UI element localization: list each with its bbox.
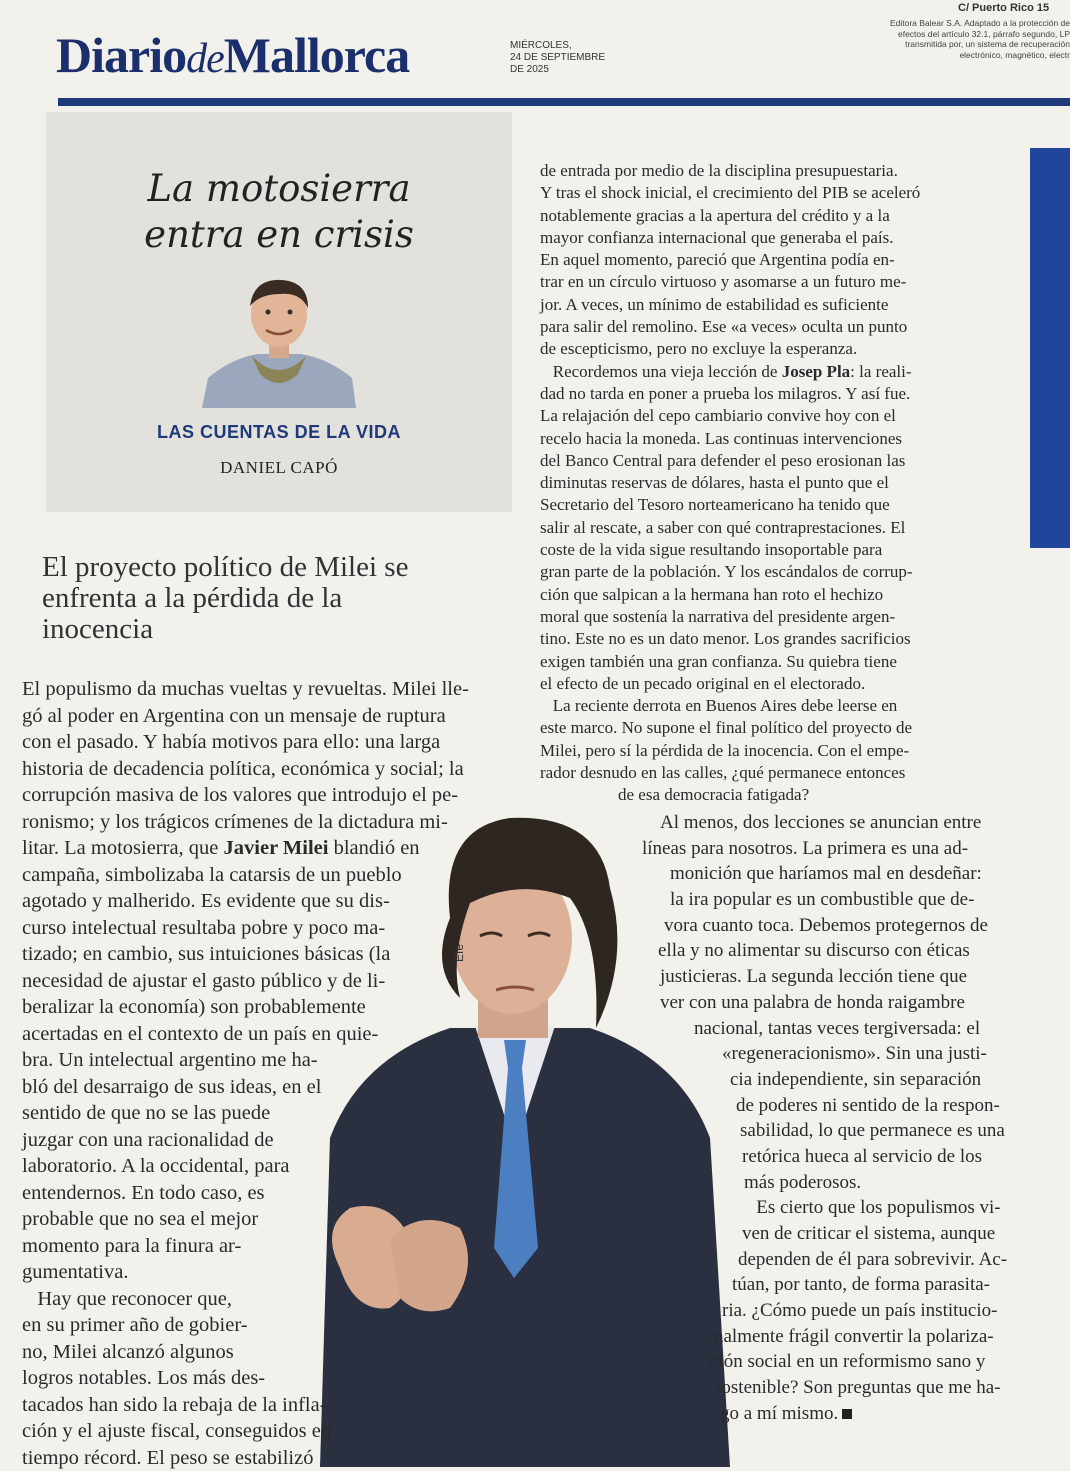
- body-line: gran parte de la población. Y los escándalos de corrup-: [540, 561, 1040, 583]
- end-mark-icon: [842, 1409, 852, 1419]
- body-line: Hay que reconocer que,: [22, 1286, 514, 1313]
- body-line: ción que salpican a la hermana han roto el hechizo: [540, 584, 1040, 606]
- body-line: moral que sostenía la narrativa del presidente argen-: [540, 606, 1040, 628]
- body-line: logros notables. Los más des-: [22, 1365, 514, 1392]
- body-line: monición que haríamos mal en desdeñar:: [642, 861, 1062, 887]
- body-line: este marco. No supone el final político del proyecto de: [540, 717, 1040, 739]
- body-line: La reciente derrota en Buenos Aires debe leerse en: [540, 695, 1040, 717]
- body-line: de poderes ni sentido de la respon-: [642, 1093, 1062, 1119]
- issue-date: MIÉRCOLES, 24 DE SEPTIEMBRE DE 2025: [510, 40, 605, 76]
- subtitle-line: El proyecto político de Milei se: [42, 552, 502, 583]
- body-line: gó al poder en Argentina con un mensaje de ruptura: [22, 703, 514, 730]
- body-line: jor. A veces, un mínimo de estabilidad es suficiente: [540, 294, 1040, 316]
- body-line: sabilidad, lo que permanece es una: [642, 1118, 1062, 1144]
- body-line: tizado; en cambio, sus intuiciones básicas (la: [22, 941, 514, 968]
- photo-credit: Efe: [452, 944, 466, 962]
- subtitle-line: enfrenta a la pérdida de la: [42, 583, 502, 614]
- body-line: corrupción masiva de los valores que introdujo el pe-: [22, 782, 514, 809]
- body-line: momento para la finura ar-: [22, 1233, 514, 1260]
- body-line: cia independiente, sin separación: [642, 1067, 1062, 1093]
- body-line: El populismo da muchas vueltas y revueltas. Milei lle-: [22, 676, 514, 703]
- body-column-left: [22, 676, 514, 1471]
- body-column-right-lower: [642, 810, 1062, 1427]
- body-line: nalmente frágil convertir la polariza-: [642, 1324, 1062, 1350]
- body-line: más poderosos.: [642, 1170, 1062, 1196]
- article-subtitle: [42, 552, 502, 645]
- body-line: coste de la vida sigue resultando insoportable para: [540, 539, 1040, 561]
- body-line: litar. La motosierra, que Javier Milei blandió en: [22, 835, 514, 862]
- body-line: Es cierto que los populismos vi-: [642, 1195, 1062, 1221]
- body-line: Y tras el shock inicial, el crecimiento del PIB se aceleró: [540, 182, 1040, 204]
- body-line: dependen de él para sobrevivir. Ac-: [642, 1247, 1062, 1273]
- body-line: rador desnudo en las calles, ¿qué permanece entonces: [540, 762, 1040, 784]
- body-line: ción y el ajuste fiscal, conseguidos en: [22, 1418, 514, 1445]
- body-line: «regeneracionismo». Sin una justi-: [642, 1041, 1062, 1067]
- newspaper-logo: DiariodeMallorca: [56, 26, 409, 84]
- body-line: notablemente gracias a la apertura del crédito y a la: [540, 205, 1040, 227]
- body-line: sentido de que no se las puede: [22, 1100, 514, 1127]
- body-line: tacados han sido la rebaja de la infla-: [22, 1392, 514, 1419]
- body-line: dad no tarda en poner a prueba los milagros. Y así fue.: [540, 383, 1040, 405]
- body-line: gumentativa.: [22, 1259, 514, 1286]
- body-line: ven de criticar el sistema, aunque: [642, 1221, 1062, 1247]
- body-line: nacional, tantas veces tergiversada: el: [642, 1016, 1062, 1042]
- body-line: trar en un círculo virtuoso y asomarse a un futuro me-: [540, 271, 1040, 293]
- body-line: líneas para nosotros. La primera es una ad-: [642, 836, 1062, 862]
- body-line: ción social en un reformismo sano y: [642, 1349, 1062, 1375]
- author-name: DANIEL CAPÓ: [46, 458, 512, 478]
- body-line: En aquel momento, pareció que Argentina podía en-: [540, 249, 1040, 271]
- body-line: Recordemos una vieja lección de Josep Pla: la reali-: [540, 361, 1040, 383]
- body-line: Milei, pero sí la pérdida de la inocencia. Con el empe-: [540, 740, 1040, 762]
- body-line: historia de decadencia política, económica y social; la: [22, 756, 514, 783]
- header-rule: [58, 98, 1070, 106]
- body-line: para salir del remolino. Ese «a veces» oculta un punto: [540, 316, 1040, 338]
- body-line: beralizar la economía) son probablemente: [22, 994, 514, 1021]
- body-line: ria. ¿Cómo puede un país institucio-: [642, 1298, 1062, 1324]
- body-line: bló del desarraigo de sus ideas, en el: [22, 1074, 514, 1101]
- body-line: ella y no alimentar su discurso con éticas: [642, 938, 1062, 964]
- author-portrait: [202, 274, 356, 408]
- body-line: en su primer año de gobier-: [22, 1312, 514, 1339]
- publisher-address: C/ Puerto Rico 15: [958, 2, 1049, 14]
- column-header-box: [46, 112, 512, 512]
- body-line: agotado y malherido. Es evidente que su dis-: [22, 888, 514, 915]
- body-line: justicieras. La segunda lección tiene que: [642, 964, 1062, 990]
- body-line: La relajación del cepo cambiario convive hoy con el: [540, 405, 1040, 427]
- body-line: vora cuanto toca. Debemos protegernos de: [642, 913, 1062, 939]
- body-line: campaña, simbolizaba la catarsis de un pueblo: [22, 862, 514, 889]
- body-line: tino. Este no es un dato menor. Los grandes sacrificios: [540, 628, 1040, 650]
- body-line: ronismo; y los trágicos crímenes de la dictadura mi-: [22, 809, 514, 836]
- body-line: la ira popular es un combustible que de-: [642, 887, 1062, 913]
- subtitle-line: inocencia: [42, 614, 502, 645]
- body-line: exigen también una gran confianza. Su quiebra tiene: [540, 651, 1040, 673]
- body-line: Al menos, dos lecciones se anuncian entre: [642, 810, 1062, 836]
- body-line: Secretario del Tesoro norteamericano ha tenido que: [540, 494, 1040, 516]
- column-section-label: LAS CUENTAS DE LA VIDA: [46, 422, 512, 443]
- body-line: recelo hacia la moneda. Las continuas intervenciones: [540, 428, 1040, 450]
- body-line: del Banco Central para defender el peso erosionan las: [540, 450, 1040, 472]
- body-line: de entrada por medio de la disciplina presupuestaria.: [540, 160, 1040, 182]
- body-line: acertadas en el contexto de un país en quie-: [22, 1021, 514, 1048]
- body-line: curso intelectual resultaba pobre y poco ma-: [22, 915, 514, 942]
- body-line: no, Milei alcanzó algunos: [22, 1339, 514, 1366]
- body-line: el efecto de un pecado original en el electorado.: [540, 673, 1040, 695]
- body-line: salir al rescate, a saber con qué contraprestaciones. El: [540, 517, 1040, 539]
- body-line: necesidad de ajustar el gasto público y de li-: [22, 968, 514, 995]
- body-line: mayor confianza internacional que generaba el país.: [540, 227, 1040, 249]
- body-line: de esa democracia fatigada?: [540, 784, 1040, 806]
- body-line: túan, por tanto, de forma parasita-: [642, 1272, 1062, 1298]
- body-line-last: go a mí mismo.: [642, 1401, 1062, 1427]
- legal-notice: Editora Balear S.A. Adaptado a la protección de efectos del artículo 32.1, párrafo segundo, LP transmitida por, un sistema de recuperación electrónico, magnético, electr: [820, 18, 1070, 60]
- body-line: probable que no sea el mejor: [22, 1206, 514, 1233]
- article-title: La motosierra entra en crisis: [46, 166, 512, 258]
- body-line: ver con una palabra de honda raigambre: [642, 990, 1062, 1016]
- body-line: entendernos. En todo caso, es: [22, 1180, 514, 1207]
- body-line: con el pasado. Y había motivos para ello: una larga: [22, 729, 514, 756]
- body-line: retórica hueca al servicio de los: [642, 1144, 1062, 1170]
- body-line: sostenible? Son preguntas que me ha-: [642, 1375, 1062, 1401]
- body-line: diminutas reservas de dólares, hasta el punto que el: [540, 472, 1040, 494]
- body-line: bra. Un intelectual argentino me ha-: [22, 1047, 514, 1074]
- body-column-right: [540, 160, 1040, 807]
- body-line: laboratorio. A la occidental, para: [22, 1153, 514, 1180]
- body-line: de escepticismo, pero no excluye la esperanza.: [540, 338, 1040, 360]
- body-line: juzgar con una racionalidad de: [22, 1127, 514, 1154]
- body-line: tiempo récord. El peso se estabilizó: [22, 1445, 514, 1471]
